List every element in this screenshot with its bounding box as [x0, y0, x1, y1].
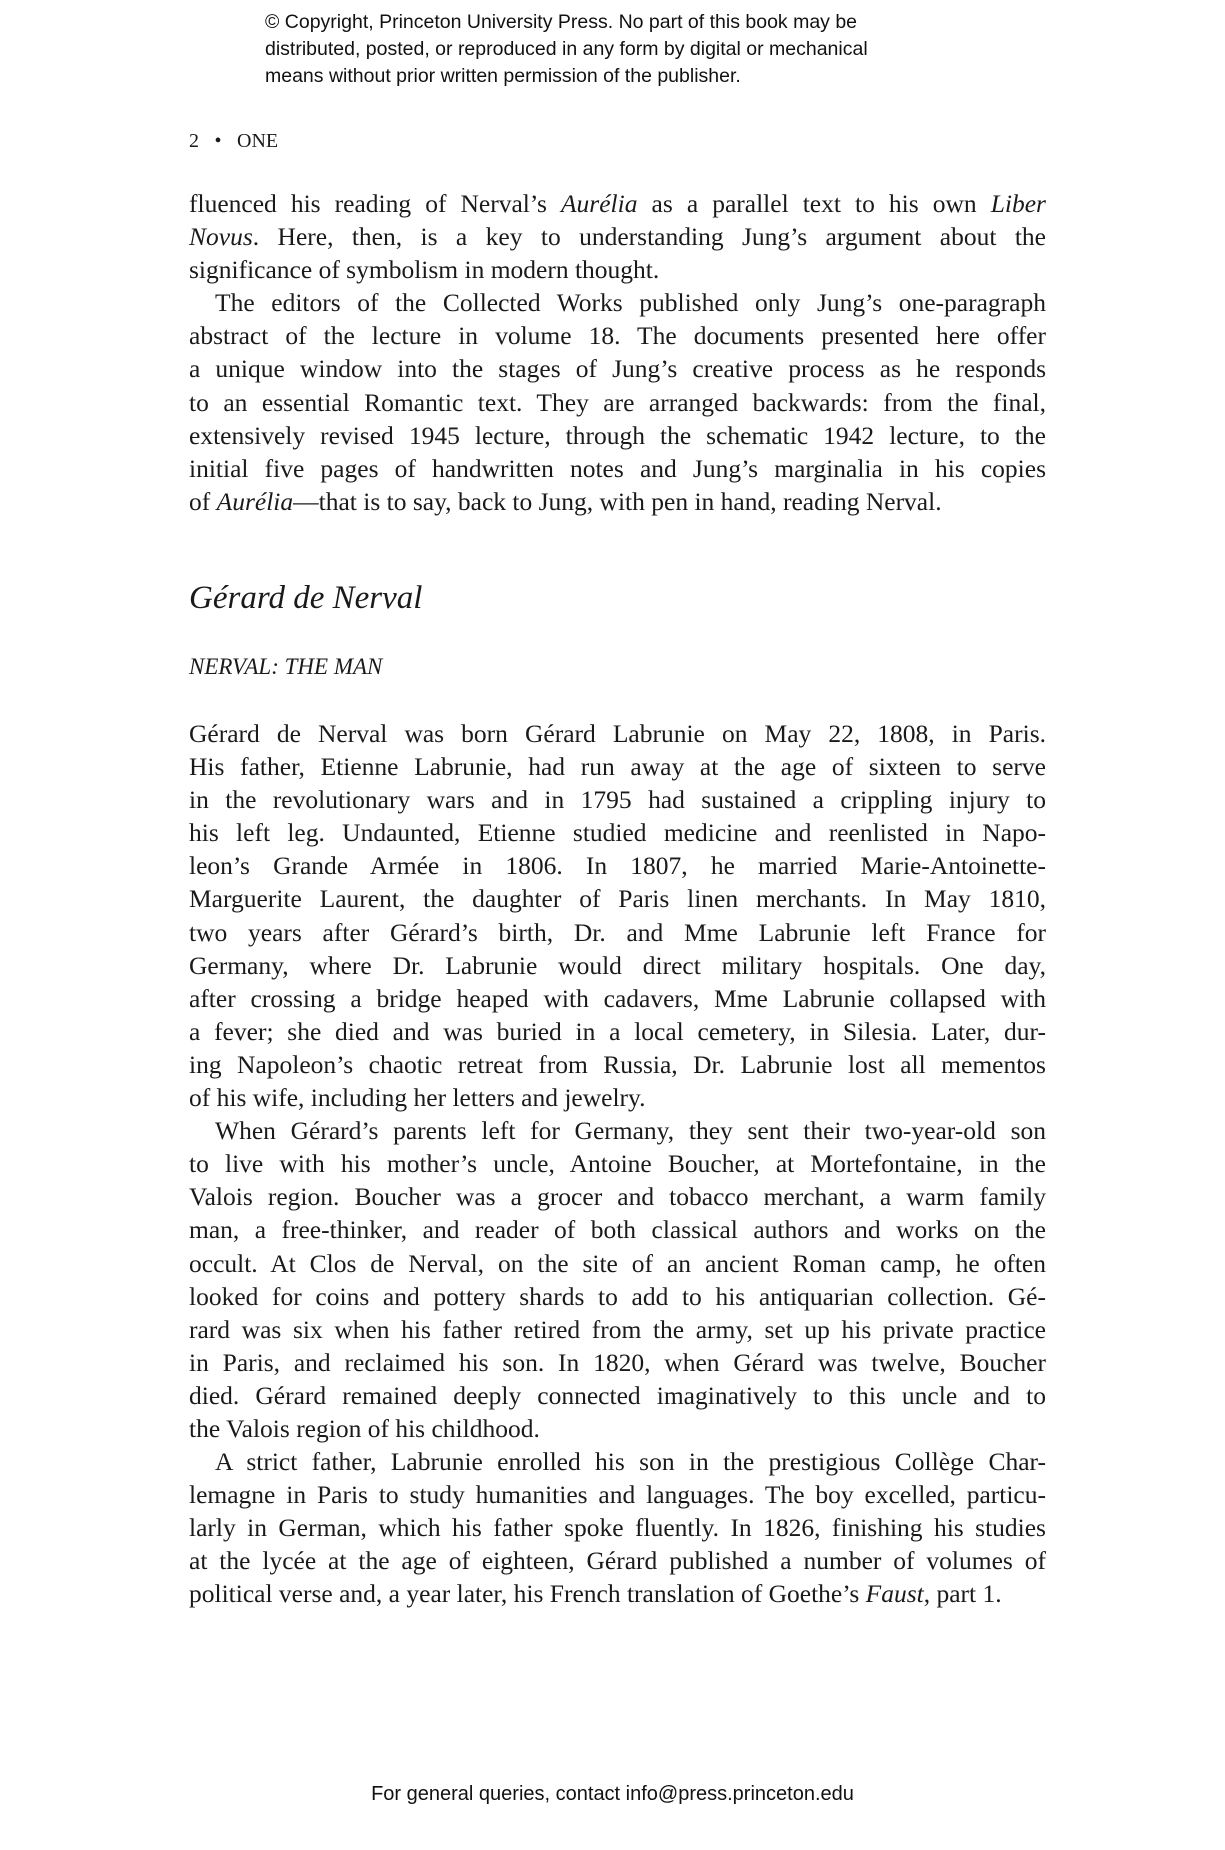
- text-segment: political verse and, a year later, his French translation of Goethe’s: [189, 1579, 866, 1609]
- text-segment: extensively revised 1945 lecture, through the schematic 1942 lecture, to the: [189, 420, 1046, 450]
- text-line: [189, 386, 1046, 419]
- text-line: [189, 750, 1046, 783]
- text-segment: at the lycée at the age of eighteen, Gérard published a number of volumes of: [189, 1546, 1046, 1576]
- text-line: [189, 1346, 1046, 1379]
- text-line: [189, 816, 1046, 849]
- italic-title: Aurélia: [560, 189, 638, 218]
- text-segment: significance of symbolism in modern thought.: [189, 255, 660, 285]
- text-segment: ing Napoleon’s chaotic retreat from Russia, Dr. Labrunie lost all mementos: [189, 1049, 1046, 1079]
- text-segment: larly in German, which his father spoke fluently. In 1826, finishing his studies: [189, 1513, 1046, 1543]
- text-segment: Gérard de Nerval was born Gérard Labrunie on May 22, 1808, in Paris.: [189, 719, 1046, 748]
- paragraph: [189, 717, 1046, 1114]
- paragraph: [189, 286, 1046, 518]
- copyright-line: © Copyright, Princeton University Press. No part of this book may be: [265, 11, 858, 33]
- text-line: [189, 286, 1046, 319]
- text-segment: a fever; she died and was buried in a local cemetery, in Silesia. Later, dur-: [189, 1016, 1046, 1046]
- text-line: [189, 452, 1046, 485]
- text-line: [189, 220, 1046, 253]
- text-line: [189, 1180, 1046, 1213]
- copyright-line: means without prior written permission of the publisher.: [265, 65, 741, 87]
- section-heading: Gérard de Nerval: [189, 580, 423, 616]
- text-segment: in the revolutionary wars and in 1795 had sustained a crippling injury to: [189, 785, 1046, 815]
- text-line: [189, 1247, 1046, 1280]
- text-line: [189, 419, 1046, 452]
- text-line: [189, 916, 1046, 949]
- text-line: [189, 1213, 1046, 1246]
- running-head: [189, 127, 278, 155]
- text-segment: to an essential Romantic text. They are arranged backwards: from the final,: [189, 387, 1046, 417]
- text-segment: to live with his mother’s uncle, Antoine Boucher, at Mortefontaine, in the: [189, 1149, 1046, 1179]
- text-line: [189, 1081, 1046, 1114]
- text-segment: lemagne in Paris to study humanities and languages. The boy excelled, particu-: [189, 1480, 1046, 1510]
- chapter-title: ONE: [237, 130, 279, 152]
- text-segment: a unique window into the stages of Jung’s creative process as he responds: [189, 354, 1046, 384]
- text-segment: , part 1.: [923, 1579, 1002, 1609]
- text-segment: His father, Etienne Labrunie, had run away at the age of sixteen to serve: [189, 752, 1046, 782]
- text-line: [189, 352, 1046, 385]
- text-line: [189, 1048, 1046, 1081]
- text-segment: abstract of the lecture in volume 18. The documents presented here offer: [189, 321, 1046, 351]
- text-line: [189, 1015, 1046, 1048]
- text-segment: The editors of the Collected Works published only Jung’s one-paragraph: [215, 288, 1046, 318]
- paragraph: [189, 1445, 1046, 1610]
- body-text-block: [189, 717, 1046, 1611]
- text-segment: leon’s Grande Armée in 1806. In 1807, he married Marie-Antoinette-: [189, 851, 1046, 881]
- text-segment: of his wife, including her letters and jewelry.: [189, 1083, 646, 1113]
- text-segment: rard was six when his father retired from the army, set up his private practice: [189, 1314, 1046, 1344]
- text-segment: two years after Gérard’s birth, Dr. and Mme Labrunie left France for: [189, 917, 1046, 947]
- text-line: [189, 319, 1046, 352]
- text-line: [189, 1412, 1046, 1445]
- text-segment: of: [189, 486, 217, 516]
- text-segment: Germany, where Dr. Labrunie would direct military hospitals. One day,: [189, 950, 1046, 980]
- text-line: [189, 783, 1046, 816]
- text-line: [189, 1544, 1046, 1577]
- italic-title: Faust: [865, 1579, 924, 1609]
- text-segment: man, a free-thinker, and reader of both classical authors and works on the: [189, 1215, 1046, 1245]
- text-segment: after crossing a bridge heaped with cadavers, Mme Labrunie collapsed with: [189, 983, 1046, 1013]
- text-line: [189, 982, 1046, 1015]
- text-line: [189, 1313, 1046, 1346]
- text-line: [189, 949, 1046, 982]
- text-line: [189, 1379, 1046, 1412]
- text-segment: his left leg. Undaunted, Etienne studied medicine and reenlisted in Napo-: [189, 818, 1046, 848]
- text-segment: —that is to say, back to Jung, with pen in hand, reading Nerval.: [293, 486, 942, 516]
- text-segment: as a parallel text to his own: [637, 189, 991, 218]
- copyright-line: distributed, posted, or reproduced in any form by digital or mechanical: [265, 38, 868, 60]
- text-line: [189, 1147, 1046, 1180]
- italic-title: Aurélia: [216, 486, 294, 516]
- section-subheading: NERVAL: THE MAN: [189, 654, 383, 679]
- text-segment: A strict father, Labrunie enrolled his son in the prestigious Collège Char-: [215, 1447, 1046, 1477]
- text-line: [189, 849, 1046, 882]
- text-line: [189, 717, 1046, 750]
- text-segment: When Gérard’s parents left for Germany, they sent their two-year-old son: [215, 1116, 1046, 1146]
- text-segment: died. Gérard remained deeply connected imaginatively to this uncle and to: [189, 1380, 1046, 1410]
- italic-title: Liber: [990, 189, 1046, 218]
- text-segment: Valois region. Boucher was a grocer and tobacco merchant, a warm family: [189, 1182, 1046, 1212]
- page-number: 2: [189, 130, 199, 152]
- text-segment: looked for coins and pottery shards to add to his antiquarian collection. Gé-: [189, 1281, 1046, 1311]
- text-line: [189, 1577, 1046, 1610]
- text-line: [189, 882, 1046, 915]
- text-line: [189, 1511, 1046, 1544]
- text-segment: fluenced his reading of Nerval’s: [189, 189, 561, 218]
- text-line: [189, 1280, 1046, 1313]
- text-segment: initial five pages of handwritten notes and Jung’s marginalia in his copies: [189, 453, 1046, 483]
- intro-text-block: [189, 187, 1046, 518]
- text-segment: the Valois region of his childhood.: [189, 1413, 540, 1443]
- paragraph: [189, 187, 1046, 286]
- bullet-separator: •: [214, 130, 222, 152]
- text-line: [189, 1114, 1046, 1147]
- paragraph: [189, 1114, 1046, 1445]
- text-segment: . Here, then, is a key to understanding Jung’s argument about the: [252, 222, 1046, 252]
- italic-title: Novus: [189, 222, 253, 252]
- footer-contact: For general queries, contact info@press.princeton.edu: [371, 1783, 854, 1805]
- text-line: [189, 187, 1046, 220]
- text-segment: occult. At Clos de Nerval, on the site of an ancient Roman camp, he often: [189, 1248, 1046, 1278]
- text-line: [189, 1478, 1046, 1511]
- text-line: [189, 253, 1046, 286]
- text-line: [189, 485, 1046, 518]
- text-line: [189, 1445, 1046, 1478]
- text-segment: Marguerite Laurent, the daughter of Paris linen merchants. In May 1810,: [189, 884, 1046, 914]
- copyright-notice: [265, 9, 868, 90]
- text-segment: in Paris, and reclaimed his son. In 1820, when Gérard was twelve, Boucher: [189, 1347, 1046, 1377]
